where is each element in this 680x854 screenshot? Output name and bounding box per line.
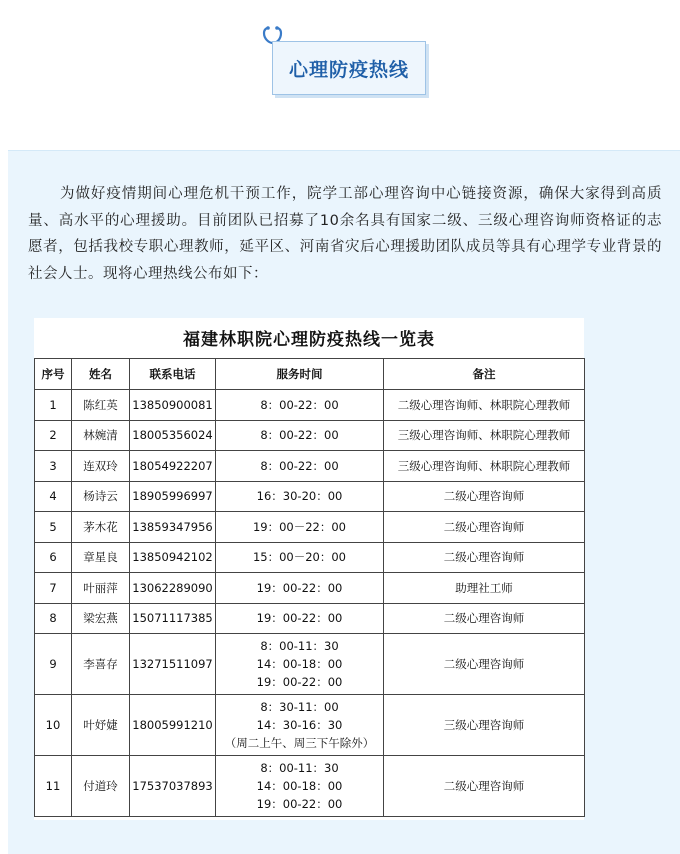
- row-note: 二级心理咨询师、林职院心理教师: [384, 390, 585, 421]
- table-row: [35, 481, 585, 512]
- row-no: 10: [35, 695, 72, 756]
- row-no: 3: [35, 451, 72, 482]
- hotline-table: [34, 358, 585, 817]
- row-phone: 18054922207: [130, 451, 216, 482]
- table-row: [35, 390, 585, 421]
- row-phone: 13850900081: [130, 390, 216, 421]
- row-time: [216, 512, 384, 543]
- row-note: 二级心理咨询师: [384, 542, 585, 573]
- table-row: [35, 451, 585, 482]
- row-no: 5: [35, 512, 72, 543]
- time-slot: 14：00-18：00: [256, 779, 343, 793]
- time-slot: 19：00-22：00: [256, 580, 343, 595]
- row-note: 三级心理咨询师、林职院心理教师: [384, 420, 585, 451]
- row-name: 付道玲: [72, 756, 130, 817]
- time-slot: 8：00-22：00: [260, 458, 339, 473]
- time-slot: 19：00-22：00: [256, 611, 343, 626]
- header-title-box: [272, 41, 426, 95]
- row-name: 章星良: [72, 542, 130, 573]
- table-row: [35, 420, 585, 451]
- time-slot: 8：00-11：30: [260, 639, 339, 653]
- time-slot: （周二上午、周三下午除外）: [224, 736, 375, 750]
- header-time: 服务时间: [216, 359, 384, 390]
- table-row: [35, 695, 585, 756]
- time-slot: 8：00-22：00: [260, 397, 339, 412]
- row-phone: 13062289090: [130, 573, 216, 604]
- row-name: 李喜存: [72, 634, 130, 695]
- header-no: 序号: [35, 359, 72, 390]
- time-slot: 19：00-22：00: [256, 797, 343, 811]
- table-header-row: [35, 359, 585, 390]
- row-time: [216, 573, 384, 604]
- row-time: [216, 695, 384, 756]
- row-time: [216, 756, 384, 817]
- row-note: 二级心理咨询师: [384, 603, 585, 634]
- row-note: 三级心理咨询师、林职院心理教师: [384, 451, 585, 482]
- row-note: 二级心理咨询师: [384, 512, 585, 543]
- row-name: 茅木花: [72, 512, 130, 543]
- row-name: 林婉清: [72, 420, 130, 451]
- row-time: [216, 542, 384, 573]
- row-name: 陈红英: [72, 390, 130, 421]
- row-phone: 17537037893: [130, 756, 216, 817]
- row-time: [216, 603, 384, 634]
- time-slot: 19：00－22：00: [252, 519, 347, 534]
- row-name: 杨诗云: [72, 481, 130, 512]
- table-row: [35, 603, 585, 634]
- table-body: [35, 390, 585, 817]
- time-slot: 8：00-22：00: [260, 428, 339, 443]
- row-note: 二级心理咨询师: [384, 481, 585, 512]
- header-badge: [258, 24, 428, 104]
- header-name: 姓名: [72, 359, 130, 390]
- row-no: 11: [35, 756, 72, 817]
- time-slot: 19：00-22：00: [256, 675, 343, 689]
- row-no: 4: [35, 481, 72, 512]
- table-row: [35, 542, 585, 573]
- time-slot: 14：00-18：00: [256, 657, 343, 671]
- time-slot: 8：30-11：00: [260, 700, 339, 714]
- row-note: 二级心理咨询师: [384, 756, 585, 817]
- row-note: 助理社工师: [384, 573, 585, 604]
- row-time: [216, 451, 384, 482]
- row-time: [216, 481, 384, 512]
- page-title: 心理防疫热线: [288, 58, 409, 81]
- row-name: 叶丽萍: [72, 573, 130, 604]
- row-note: 三级心理咨询师: [384, 695, 585, 756]
- row-phone: 13850942102: [130, 542, 216, 573]
- header-note: 备注: [384, 359, 585, 390]
- row-phone: 18005991210: [130, 695, 216, 756]
- row-time: [216, 634, 384, 695]
- row-note: 二级心理咨询师: [384, 634, 585, 695]
- time-slot: 15：00－20：00: [252, 550, 347, 565]
- table-row: [35, 573, 585, 604]
- row-no: 2: [35, 420, 72, 451]
- time-slot: 16：30-20：00: [256, 489, 343, 504]
- table-row: [35, 756, 585, 817]
- row-name: 叶妤婕: [72, 695, 130, 756]
- table-title: 福建林职院心理防疫热线一览表: [183, 330, 435, 350]
- time-slot: 8：00-11：30: [260, 761, 339, 775]
- row-phone: 18905996997: [130, 481, 216, 512]
- row-name: 梁宏燕: [72, 603, 130, 634]
- table-row: [35, 634, 585, 695]
- table-row: [35, 512, 585, 543]
- intro-paragraph: 为做好疫情期间心理危机干预工作，院学工部心理咨询中心链接资源，确保大家得到高质量、高水平的心理援助。目前团队已招募了10余名具有国家二级、三级心理咨询师资格证的志愿者，包括我校专职心理教师，延平区、河南省灾后心理援助团队成员等具有心理学专业背景的社会人士。现将心理热线公布如下：: [28, 186, 662, 282]
- row-no: 6: [35, 542, 72, 573]
- row-name: 连双玲: [72, 451, 130, 482]
- row-phone: 13271511097: [130, 634, 216, 695]
- row-no: 9: [35, 634, 72, 695]
- row-phone: 18005356024: [130, 420, 216, 451]
- row-no: 1: [35, 390, 72, 421]
- row-phone: 13859347956: [130, 512, 216, 543]
- row-time: [216, 420, 384, 451]
- row-no: 7: [35, 573, 72, 604]
- header-phone: 联系电话: [130, 359, 216, 390]
- row-time: [216, 390, 384, 421]
- row-no: 8: [35, 603, 72, 634]
- time-slot: 14：30-16：30: [256, 718, 343, 732]
- row-phone: 15071117385: [130, 603, 216, 634]
